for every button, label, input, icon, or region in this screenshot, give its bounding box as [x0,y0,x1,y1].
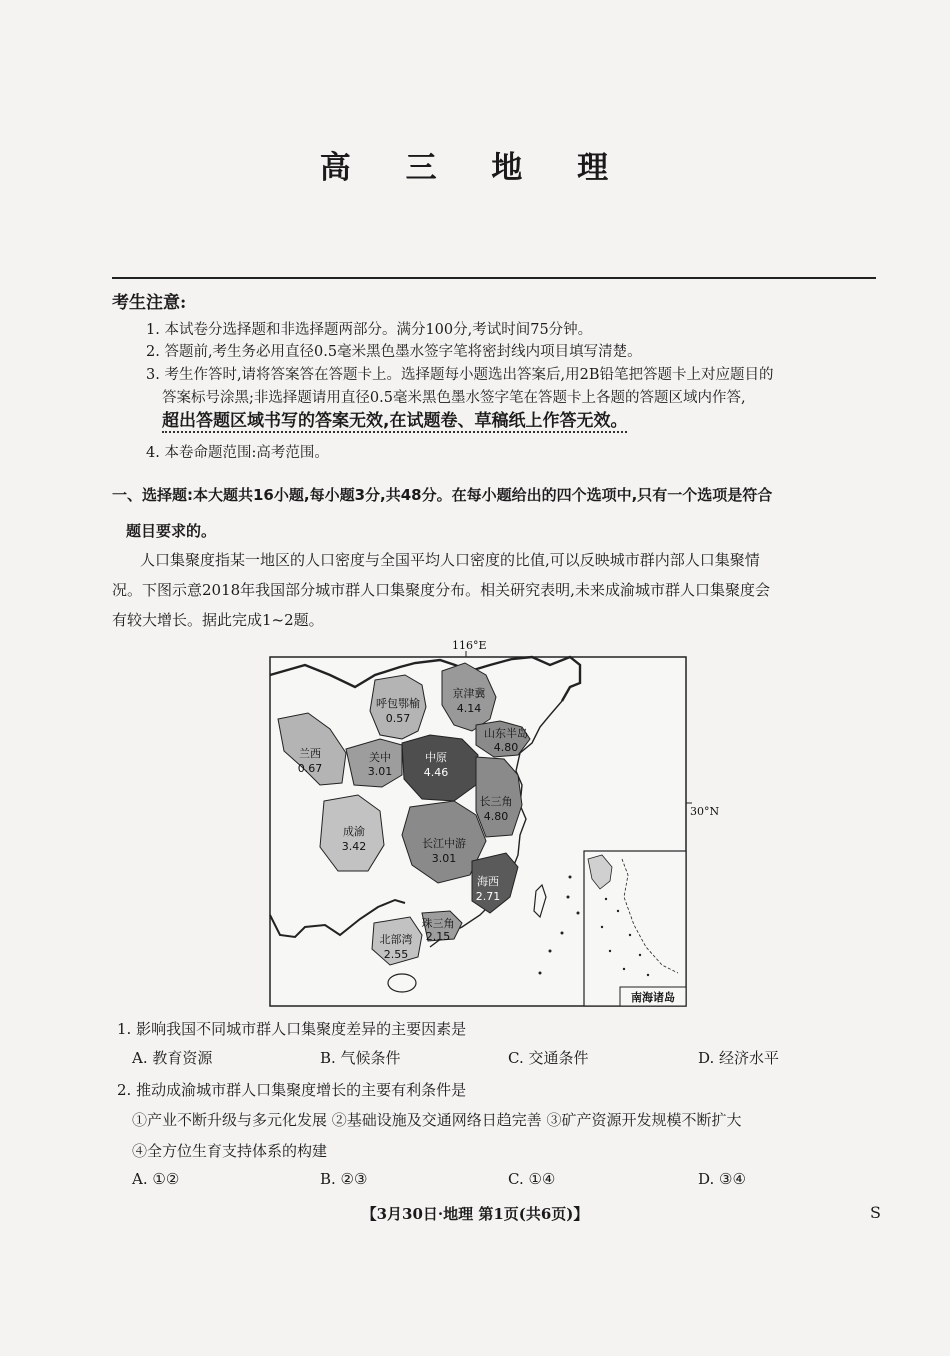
label-beibuwan-value: 2.55 [383,948,409,961]
label-zhusanjiao-name: 珠三角 [421,917,455,930]
label-changjiang-name: 长江中游 [422,837,466,850]
q2-statements-line-1: ①产业不断升级与多元化发展 ②基础设施及交通网络日趋完善 ③矿产资源开发规模不断扩大 [132,1111,742,1129]
lon-label: 116°E [452,639,487,652]
label-zhusanjiao-value: 2.15 [425,930,451,943]
notice-item-1: 1. 本试卷分选择题和非选择题两部分。满分100分,考试时间75分钟。 [146,322,593,338]
label-zhongyuan-value: 4.46 [423,766,449,779]
label-jingjinji-value: 4.14 [456,702,482,715]
label-chengyu-name: 成渝 [343,825,365,838]
label-shandong-value: 4.80 [493,741,519,754]
section-heading: 一、选择题:本大题共16小题,每小题3分,共48分。在每小题给出的四个选项中,只有一个选项是符合 [112,486,773,504]
q1-option-a[interactable]: A. 教育资源 [132,1049,213,1067]
label-changsanjiao-value: 4.80 [483,810,509,823]
label-hubaoeyu-name: 呼包鄂榆 [376,697,420,710]
inset-label: 南海诸岛 [631,991,675,1004]
question-2-stem: 2. 推动成渝城市群人口集聚度增长的主要有利条件是 [117,1081,467,1099]
q1-option-c[interactable]: C. 交通条件 [508,1049,589,1067]
page-footer: 【3月30日·地理 第1页(共6页)】 [361,1205,589,1223]
notice-warning [162,406,627,431]
label-beibuwan-name: 北部湾 [379,933,413,946]
label-zhongyuan-name: 中原 [425,751,447,764]
label-jingjinji-name: 京津冀 [452,687,486,700]
page-title: 高 三 地 理 [319,150,631,186]
label-hubaoeyu-value: 0.57 [385,712,411,725]
label-haixi-name: 海西 [477,875,499,888]
passage-line-3: 有较大增长。据此完成1~2题。 [112,611,324,629]
label-chengyu-value: 3.42 [341,840,367,853]
q2-statements-line-2: ④全方位生育支持体系的构建 [132,1142,328,1160]
passage-line-1: 人口集聚度指某一地区的人口密度与全国平均人口密度的比值,可以反映城市群内部人口集聚情 [140,551,760,569]
q2-option-c[interactable]: C. ①④ [508,1170,556,1188]
lat-label: 30°N [690,805,720,818]
q1-option-d[interactable]: D. 经济水平 [698,1049,780,1067]
notice-heading: 考生注意: [112,293,187,313]
q1-option-b[interactable]: B. 气候条件 [320,1049,401,1067]
label-shandong-name: 山东半岛 [484,727,528,740]
label-lanxi-value: 0.67 [297,762,323,775]
label-haixi-value: 2.71 [475,890,501,903]
header-rule [112,277,876,279]
label-lanxi-name: 兰西 [299,747,321,760]
passage-line-2: 况。下图示意2018年我国部分城市群人口集聚度分布。相关研究表明,未来成渝城市群人口集聚度会 [112,581,770,599]
corner-mark: S [870,1203,881,1222]
label-guanzhong-name: 关中 [369,751,391,764]
q2-option-a[interactable]: A. ①② [132,1170,180,1188]
question-1-stem: 1. 影响我国不同城市群人口集聚度差异的主要因素是 [117,1020,467,1038]
notice-warning-text: 超出答题区域书写的答案无效,在试题卷、草稿纸上作答无效。 [162,411,628,431]
q2-option-b[interactable]: B. ②③ [320,1170,368,1188]
notice-item-2: 2. 答题前,考生务必用直径0.5毫米黑色墨水签字笔将密封线内项目填写清楚。 [146,344,642,360]
notice-item-3-cont: 答案标号涂黑;非选择题请用直径0.5毫米黑色墨水签字笔在答题卡上各题的答题区域内作答, [162,390,746,406]
label-changjiang-value: 3.01 [431,852,457,865]
label-guanzhong-value: 3.01 [367,765,393,778]
city-cluster-map [250,635,720,1010]
label-changsanjiao-name: 长三角 [479,795,513,808]
hainan-island [388,974,416,992]
q2-option-d[interactable]: D. ③④ [698,1170,746,1188]
notice-item-4: 4. 本卷命题范围:高考范围。 [146,445,329,461]
section-heading-cont: 题目要求的。 [126,522,217,540]
notice-item-3: 3. 考生作答时,请将答案答在答题卡上。选择题每小题选出答案后,用2B铅笔把答题卡上对应题目的 [146,367,774,383]
